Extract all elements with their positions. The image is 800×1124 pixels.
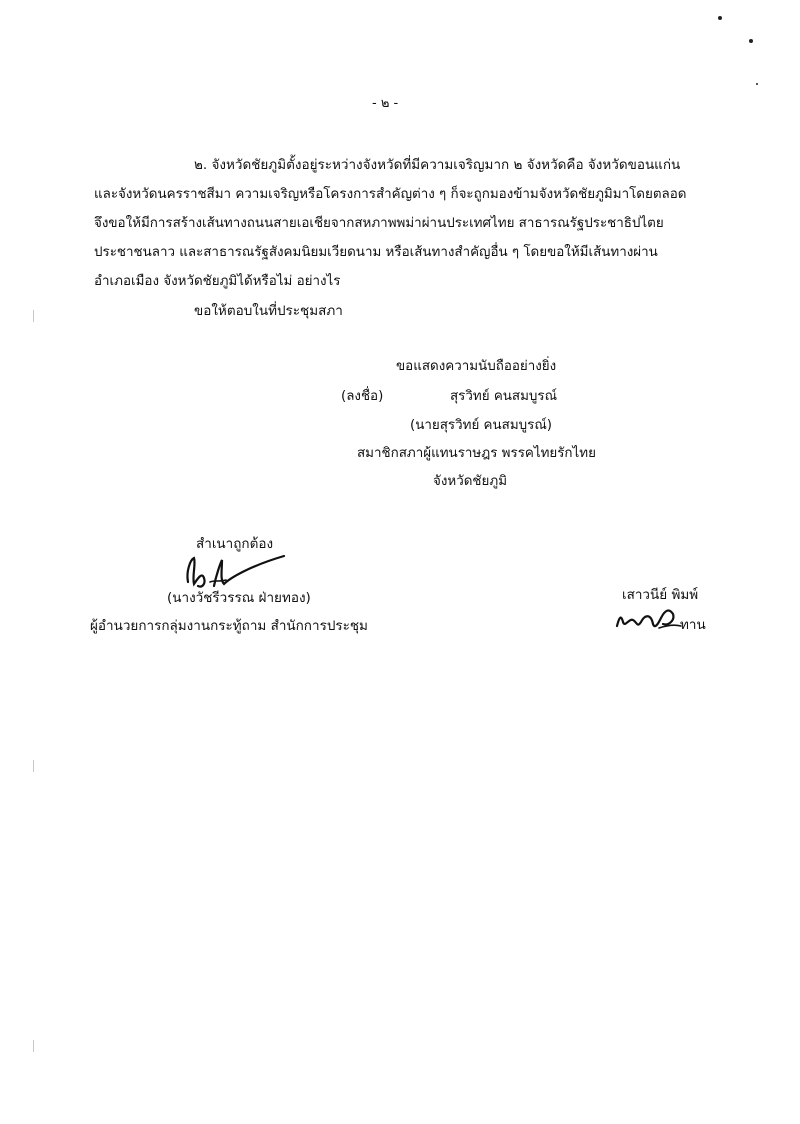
scan-speck (33, 760, 34, 772)
certifier-name: (นางวัชรีวรรณ ฝ่ายทอง) (167, 590, 311, 606)
checker-signature (615, 604, 683, 634)
certified-copy-label: สำเนาถูกต้อง (196, 536, 274, 552)
handwritten-signature (180, 552, 290, 592)
sign-prefix: (ลงชื่อ) (341, 389, 384, 404)
regards-text: ขอแสดงความนับถืออย่างยิ่ง (396, 359, 557, 374)
question-line: ๒. จังหวัดชัยภูมิตั้งอยู่ระหว่างจังหวัดที่มีความเจริญมาก ๒ จังหวัดคือ จังหวัดขอนแก่น (194, 157, 681, 173)
scan-speck (749, 39, 753, 43)
question-line: และจังหวัดนครราชสีมา ความเจริญหรือโครงการสำคัญต่าง ๆ ก็จะถูกมองข้ามจังหวัดชัยภูมิมาโดยตลอด (94, 187, 687, 202)
question-line: จึงขอให้มีการสร้างเส้นทางถนนสายเอเชียจากสหภาพพม่าผ่านประเทศไทย สาธารณรัฐประชาธิปไตย (94, 216, 664, 231)
signer-name: สุรวิทย์ คนสมบูรณ์ (450, 389, 558, 404)
scan-speck (756, 83, 758, 85)
scan-speck (33, 310, 34, 322)
answer-request: ขอให้ตอบในที่ประชุมสภา (194, 303, 343, 319)
scan-speck (33, 1040, 34, 1052)
question-line: ประชาชนลาว และสาธารณรัฐสังคมนิยมเวียดนาม หรือเส้นทางสำคัญอื่น ๆ โดยขอให้มีเส้นทางผ่าน (94, 245, 658, 260)
page-number: - ๒ - (372, 96, 399, 111)
typist-note: เสาวนีย์ พิมพ์ (622, 587, 699, 603)
certifier-position: ผู้อำนวยการกลุ่มงานกระทู้ถาม สำนักการประชุม (90, 618, 368, 634)
signer-province: จังหวัดชัยภูมิ (433, 474, 508, 489)
scan-speck (718, 16, 722, 20)
signer-title: สมาชิกสภาผู้แทนราษฎร พรรคไทยรักไทย (357, 446, 596, 461)
signer-full-name: (นายสุรวิทย์ คนสมบูรณ์) (410, 418, 553, 433)
checker-note: ทาน (680, 617, 706, 633)
question-line: อำเภอเมือง จังหวัดชัยภูมิได้หรือไม่ อย่างไร (94, 274, 341, 289)
